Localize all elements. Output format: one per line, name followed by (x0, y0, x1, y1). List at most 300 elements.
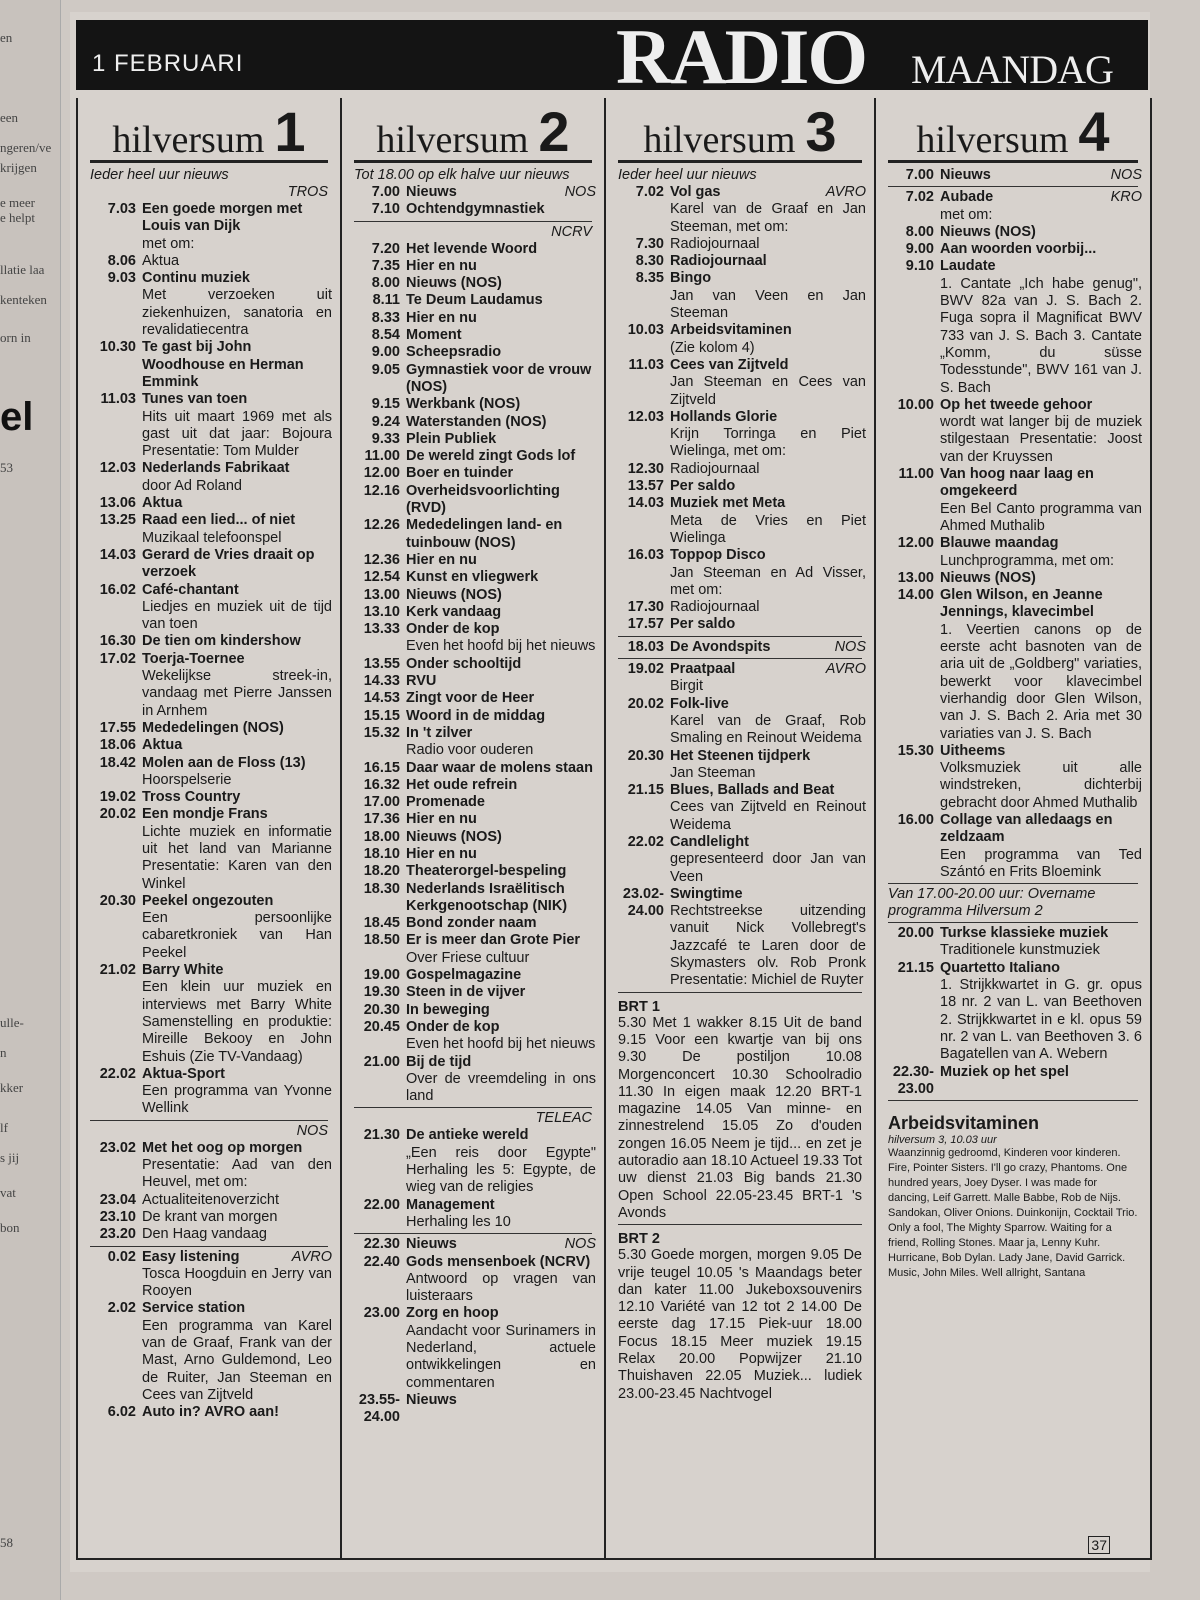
broadcaster-label: NOS (296, 1122, 328, 1139)
program-title: Er is meer dan Grote Pier (406, 932, 581, 949)
program-entry (884, 925, 1142, 960)
program-title: Zorg en hoop (406, 1305, 499, 1322)
broadcaster-label: AVRO (291, 1248, 332, 1265)
program-time: 7.20 (371, 240, 400, 257)
program-entry (86, 720, 332, 737)
program-description: Radio voor ouderen (406, 742, 534, 759)
page-header (76, 13, 1148, 100)
program-body (406, 362, 596, 397)
program-entry (614, 661, 866, 696)
program-time: 18.45 (363, 915, 400, 932)
program-entry (86, 1226, 332, 1243)
program-time: 18.20 (363, 863, 400, 880)
broadcaster-label: NOS (1110, 167, 1142, 183)
divider (888, 1100, 1138, 1101)
program-body (406, 483, 596, 518)
program-entry (884, 258, 1142, 396)
program-title: Zingt voor de Heer (406, 690, 535, 707)
program-title: Bingo (670, 270, 712, 287)
program-time: 21.15 (897, 959, 934, 976)
program-time: 9.15 (371, 396, 400, 413)
program-title: Aktua (142, 495, 183, 512)
program-entry (86, 893, 332, 962)
program-body (670, 599, 866, 616)
program-entry (350, 811, 596, 828)
program-body (670, 478, 866, 495)
program-entry (614, 184, 866, 236)
column-hilversum-3 (606, 98, 876, 1558)
program-time: 19.02 (99, 789, 136, 806)
program-title: Het Steenen tijdperk (670, 747, 811, 764)
broadcaster-label: NOS (834, 638, 866, 655)
program-body (406, 811, 596, 828)
program-entry (86, 1140, 332, 1192)
program-time: 14.53 (363, 690, 400, 707)
program-description: door Ad Roland (142, 477, 242, 494)
program-description: Actualiteitenoverzicht (142, 1191, 280, 1208)
program-description: Krijn Torringa en Piet Wielinga, met om: (670, 426, 866, 460)
program-description: Jan Steeman (670, 764, 756, 781)
station-number: 1 (274, 100, 306, 163)
program-entry (350, 777, 596, 794)
program-time: 18.50 (363, 932, 400, 949)
adjacent-page-fragment: orn in (0, 330, 31, 345)
program-entry (86, 962, 332, 1066)
program-entry (884, 812, 1142, 881)
program-entry (350, 587, 596, 604)
program-body (142, 1300, 332, 1404)
program-entry (350, 1197, 596, 1232)
program-body (670, 886, 866, 990)
program-description: Presentatie: Aad van den Heuvel, met om: (142, 1157, 332, 1191)
program-time: 8.35 (635, 270, 664, 287)
program-body (406, 1127, 596, 1196)
program-time: 12.00 (897, 535, 934, 552)
program-entry (614, 357, 866, 409)
program-time: 12.26 (363, 517, 400, 534)
station-heading (618, 98, 862, 163)
program-body (406, 846, 596, 863)
adjacent-page-fragment: vat (0, 1185, 16, 1200)
program-description: Birgit (670, 678, 704, 695)
program-entry (86, 806, 332, 892)
program-body (142, 720, 332, 737)
program-time: 9.00 (905, 241, 934, 258)
program-body (670, 236, 866, 253)
program-body (406, 794, 596, 811)
program-body (940, 570, 1142, 587)
news-note: Ieder heel uur nieuws (618, 167, 757, 183)
program-body (406, 465, 596, 482)
program-time: 16.15 (363, 759, 400, 776)
program-title: Hollands Glorie (670, 408, 778, 425)
program-entry (86, 737, 332, 754)
program-entry (350, 517, 596, 552)
program-body (670, 409, 866, 461)
program-time: 12.30 (627, 460, 664, 477)
program-title: Het oude refrein (406, 776, 518, 793)
program-description: 1. Cantate „Ich habe genug", BWV 82a van J. S. Bach 2. Fuga sopra il Magnificat BWV 733 van J. S. Bach 3. Cantate „Komm, du süsse Todesstunde", BWV 161 van J. S. Bach (940, 275, 1142, 396)
program-title: De wereld zingt Gods lof (406, 448, 576, 465)
program-body (142, 339, 332, 391)
header-day: MAANDAG (911, 47, 1113, 92)
program-time: 2.02 (107, 1300, 136, 1317)
program-time: 20.30 (363, 1001, 400, 1018)
program-time: 10.30 (99, 339, 136, 356)
program-entry (86, 460, 332, 495)
program-time: 12.00 (363, 465, 400, 482)
program-title: Peekel ongezouten (142, 892, 274, 909)
program-entry (350, 1054, 596, 1106)
program-entry (350, 414, 596, 431)
program-time: 20.00 (897, 925, 934, 942)
program-body (406, 915, 596, 932)
divider (618, 658, 862, 659)
program-entry (350, 431, 596, 448)
program-time: 23.00 (363, 1305, 400, 1322)
program-title: Candlelight (670, 833, 749, 850)
program-body (406, 673, 596, 690)
program-title: NOS De Avondspits (670, 638, 866, 655)
program-entry (350, 396, 596, 413)
program-body (406, 1002, 596, 1019)
program-entry (350, 448, 596, 465)
program-body (406, 829, 596, 846)
program-entry (614, 834, 866, 886)
program-body (670, 696, 866, 748)
program-title: Service station (142, 1300, 246, 1317)
program-entry (86, 1192, 332, 1209)
program-time: 16.02 (99, 581, 136, 598)
program-body (142, 633, 332, 650)
program-entry (614, 599, 866, 616)
program-title: Molen aan de Floss (13) (142, 754, 306, 771)
program-body (670, 782, 866, 834)
program-title: Per saldo (670, 478, 736, 495)
program-description: Liedjes en muziek uit de tijd van toen (142, 598, 332, 633)
program-time: 22.40 (363, 1253, 400, 1270)
program-body (940, 258, 1142, 396)
program-title: Management (406, 1196, 495, 1213)
program-time: 13.57 (627, 478, 664, 495)
program-body (406, 932, 596, 967)
program-entry (86, 1066, 332, 1118)
program-entry (614, 782, 866, 834)
program-title: Collage van alledaags en zeldzaam (940, 811, 1113, 846)
program-body (406, 241, 596, 258)
program-body (940, 397, 1142, 466)
brt-schedule: 5.30 Met 1 wakker 8.15 Uit de band 9.15 Voor een kwartje van bij ons 9.30 De postiljon 10.08 Morgenconcert 10.30 Schoolradio 11.30 In eigen maak 12.20 BRT-1 magazine 14.05 Van minne- en zinnestrelend 15.05 Zo d'ouden zongen 16.05 Neem je tijd... en zet je autoradio aan 18.10 Actueel 19.33 Tot uw dienst 21.03 Big bands 21.30 Open School 22.05-23.45 BRT-1 's Avonds (618, 1014, 863, 1221)
program-time: 22.30-23.00 (892, 1063, 934, 1097)
program-entry (614, 322, 866, 357)
program-entry (350, 1019, 596, 1054)
program-title: Nederlands Fabrikaat (142, 460, 290, 477)
program-time: 13.00 (897, 569, 934, 586)
program-body (142, 1404, 332, 1421)
program-description: Jan Steeman en Ad Visser, met om: (670, 564, 866, 598)
program-body (142, 547, 332, 582)
program-entry (350, 829, 596, 846)
program-entry (350, 1392, 596, 1427)
program-title: Folk-live (670, 695, 729, 712)
program-time: 16.32 (363, 776, 400, 793)
program-body (406, 656, 596, 673)
program-time: 23.55-24.00 (358, 1391, 400, 1426)
program-entry (350, 794, 596, 811)
program-entry (350, 552, 596, 569)
program-time: 14.00 (897, 587, 934, 604)
program-title: Boer en tuinder (406, 465, 514, 482)
station-heading (354, 98, 592, 163)
divider (354, 1233, 592, 1234)
program-body (406, 881, 596, 916)
brt-title: BRT 2 (618, 1231, 660, 1248)
program-body (142, 495, 332, 512)
program-description: Traditionele kunstmuziek (940, 942, 1100, 959)
program-time: 13.33 (363, 621, 400, 638)
program-description: Karel van de Graaf, Rob Smaling en Reinout Weidema (670, 712, 866, 747)
adjacent-page-fragment: krijgen (0, 160, 37, 175)
program-entry (350, 656, 596, 673)
program-title: Mededelingen (NOS) (142, 719, 284, 736)
program-time: 13.25 (99, 512, 136, 529)
divider (888, 922, 1138, 923)
program-entry (884, 241, 1142, 258)
program-description: Hits uit maart 1969 met als gast uit dat jaar: Bojoura Presentatie: Tom Mulder (142, 408, 332, 460)
program-time: 19.02 (627, 661, 664, 678)
program-title: Gerard de Vries draait op verzoek (142, 546, 315, 581)
program-description: met om: (940, 206, 993, 223)
program-title: Kunst en vliegwerk (406, 569, 539, 586)
program-body (406, 863, 596, 880)
station-heading (888, 98, 1138, 163)
program-body (142, 806, 332, 892)
program-description: Den Haag vandaag (142, 1226, 267, 1243)
program-time: 23.02 (99, 1139, 136, 1156)
program-body (940, 189, 1142, 224)
program-time: 15.30 (897, 742, 934, 759)
program-body (142, 391, 332, 460)
broadcaster-label: NOS (564, 184, 596, 200)
program-body (406, 604, 596, 621)
program-body (406, 344, 596, 361)
program-description: Radiojournaal (670, 235, 760, 252)
program-description: Lunchprogramma, met om: (940, 552, 1115, 569)
program-body (406, 431, 596, 448)
program-body (142, 893, 332, 962)
program-entry (614, 461, 866, 478)
program-time: 22.02 (99, 1065, 136, 1082)
program-time: 22.30 (363, 1236, 400, 1253)
program-body (406, 414, 596, 431)
station-number: 3 (805, 100, 837, 163)
program-body (940, 960, 1142, 1064)
program-title: Laudate (940, 258, 996, 275)
program-title: Radiojournaal (670, 253, 767, 270)
program-description: Radiojournaal (670, 599, 760, 616)
station-name: hilversum (376, 119, 529, 161)
program-description: 1. Strijkkwartet in G. gr. opus 18 nr. 2 van L. van Beethoven 2. Strijkkwartet in e kl. opus 59 nr. 2 van L. van Beethoven 3. 6 Bagatellen van A. Webern (940, 977, 1142, 1063)
program-body (142, 270, 332, 339)
broadcaster-label: AVRO (825, 184, 866, 200)
program-title: Steen in de vijver (406, 984, 526, 1001)
program-entry (884, 587, 1142, 743)
program-title: Woord in de middag (406, 707, 546, 724)
program-description: „Een reis door Egypte" Herhaling les 5: Egypte, de wieg van de religies (406, 1144, 596, 1196)
program-entry (86, 651, 332, 720)
program-description: Muzikaal telefoonspel (142, 529, 282, 546)
program-entry (350, 1254, 596, 1306)
program-title: Het levende Woord (406, 240, 538, 257)
program-description: Een programma van Karel van de Graaf, Frank van der Mast, Arno Guldemond, Leo de Ruiter, Jan Steeman en Cees van Zijtveld (142, 1317, 332, 1403)
program-time: 10.00 (897, 396, 934, 413)
program-title: Theaterorgel-bespeling (406, 863, 567, 880)
divider (354, 1107, 592, 1108)
program-entry (350, 673, 596, 690)
program-title: Ochtendgymnastiek (406, 201, 545, 218)
program-body (670, 834, 866, 886)
station-name: hilversum (643, 119, 796, 161)
header-radio: RADIO (616, 13, 867, 100)
program-time: 19.30 (363, 984, 400, 1001)
program-body (406, 517, 596, 552)
program-title: Hier en nu (406, 845, 477, 862)
adjacent-page-fragment: ngeren/ve (0, 140, 52, 155)
program-entry (86, 633, 332, 650)
program-entry (86, 495, 332, 512)
program-title: Toppop Disco (670, 547, 766, 564)
program-body (670, 253, 866, 270)
program-title: Hier en nu (406, 811, 477, 828)
program-body (406, 258, 596, 275)
program-time: 16.00 (897, 811, 934, 828)
program-entry (614, 270, 866, 322)
broadcaster-label: KRO (1110, 189, 1142, 206)
program-body (406, 1254, 596, 1306)
program-body (406, 201, 596, 218)
radio-guide-page (70, 12, 1150, 1572)
program-title: Hier en nu (406, 309, 477, 326)
program-entry (884, 224, 1142, 241)
program-time: 12.03 (99, 460, 136, 477)
program-title: Nieuws (NOS) (940, 569, 1036, 586)
brt-schedule: 5.30 Goede morgen, morgen 9.05 De vrije teugel 10.05 's Maandags beter dan kater 11.00 Jukeboxsouvenirs 12.10 Variété van 12 tot 2 14.00 De eerste dag 17.15 Piek-uur 18.00 Focus 18.15 Meer muziek 19.15 Relax 20.00 Popwijzer 21.10 Thuishaven 22.05 Muziek... ludiek 23.00-23.45 Nachtvogel (618, 1247, 862, 1402)
divider (888, 186, 1138, 187)
program-body (940, 925, 1142, 960)
program-title: NOS Nieuws (406, 1236, 596, 1253)
program-entry (884, 960, 1142, 1064)
program-entry (614, 409, 866, 461)
program-time: 16.30 (99, 633, 136, 650)
program-body (142, 1209, 332, 1226)
program-time: 11.03 (100, 391, 136, 408)
adjacent-page-fragment: e helpt (0, 210, 36, 225)
program-body (670, 748, 866, 783)
program-title: Uitheems (940, 742, 1006, 759)
program-entry (350, 344, 596, 361)
program-body (406, 184, 596, 201)
program-time: 18.30 (363, 880, 400, 897)
program-body (142, 651, 332, 720)
program-entry (350, 1305, 596, 1391)
program-entry (350, 846, 596, 863)
program-time: 18.03 (627, 638, 664, 655)
program-title: Quartetto Italiano (940, 959, 1061, 976)
program-description: Tosca Hoogduin en Jerry van Rooyen (142, 1265, 332, 1300)
divider (888, 883, 1138, 884)
program-description: Antwoord op vragen van luisteraars (406, 1270, 596, 1305)
program-body (940, 535, 1142, 570)
program-description: Karel van de Graaf en Jan Steeman, met om: (670, 201, 866, 235)
program-description: Hoorspelserie (142, 771, 232, 788)
program-body (406, 587, 596, 604)
program-body (406, 275, 596, 292)
program-title: Gods mensenboek (NCRV) (406, 1253, 591, 1270)
program-description: Volksmuziek uit alle windstreken, dichterbij gebracht door Ahmed Muthalib (940, 760, 1142, 811)
program-description: Een programma van Yvonne Wellink (142, 1083, 332, 1117)
program-body (670, 357, 866, 409)
program-time: 11.03 (628, 356, 664, 373)
adjacent-page-fragment: bon (0, 1220, 20, 1235)
program-time: 7.00 (905, 167, 934, 183)
program-title: Onder schooltijd (406, 655, 522, 672)
program-title: Glen Wilson, en Jeanne Jennings, klavecimbel (940, 587, 1103, 621)
divider (90, 1120, 328, 1121)
program-title: Onder de kop (406, 621, 500, 638)
program-entry (614, 478, 866, 495)
program-title: AVRO Vol gas (670, 184, 866, 200)
program-entry (884, 743, 1142, 812)
program-time: 8.06 (107, 252, 136, 269)
program-title: Auto in? AVRO aan! (142, 1404, 279, 1421)
program-time: 23.04 (99, 1191, 136, 1208)
program-title: Scheepsradio (406, 344, 502, 361)
program-body (142, 201, 332, 253)
program-time: 17.55 (99, 719, 136, 736)
program-body (142, 737, 332, 754)
program-time: 12.03 (627, 408, 664, 425)
program-entry (350, 201, 596, 218)
program-body (406, 1019, 596, 1054)
program-entry (614, 495, 866, 547)
program-title: Een goede morgen met Louis van Dijk (142, 201, 303, 235)
program-body (142, 1249, 332, 1301)
program-title: NOS Nieuws (406, 184, 596, 200)
program-entry (86, 582, 332, 634)
program-entry (350, 184, 596, 201)
program-entry (86, 755, 332, 790)
program-body (142, 1192, 332, 1209)
adjacent-page-fragment: een (0, 110, 19, 125)
program-body (406, 1236, 596, 1253)
program-entry (86, 339, 332, 391)
program-entry (350, 708, 596, 725)
program-body (406, 327, 596, 344)
program-description: Cees van Zijtveld en Reinout Weidema (670, 799, 866, 833)
program-body (142, 1140, 332, 1192)
program-entry (884, 397, 1142, 466)
program-body (142, 1066, 332, 1118)
divider (618, 636, 862, 637)
program-title: Gospelmagazine (406, 967, 522, 984)
program-time: 7.30 (635, 235, 664, 252)
program-time: 22.02 (627, 833, 664, 850)
program-entry (350, 604, 596, 621)
program-body (406, 569, 596, 586)
program-title: Mededelingen land- en tuinbouw (NOS) (406, 517, 563, 551)
program-time: 9.05 (371, 361, 400, 378)
adjacent-page-fragment: n (0, 1045, 7, 1060)
